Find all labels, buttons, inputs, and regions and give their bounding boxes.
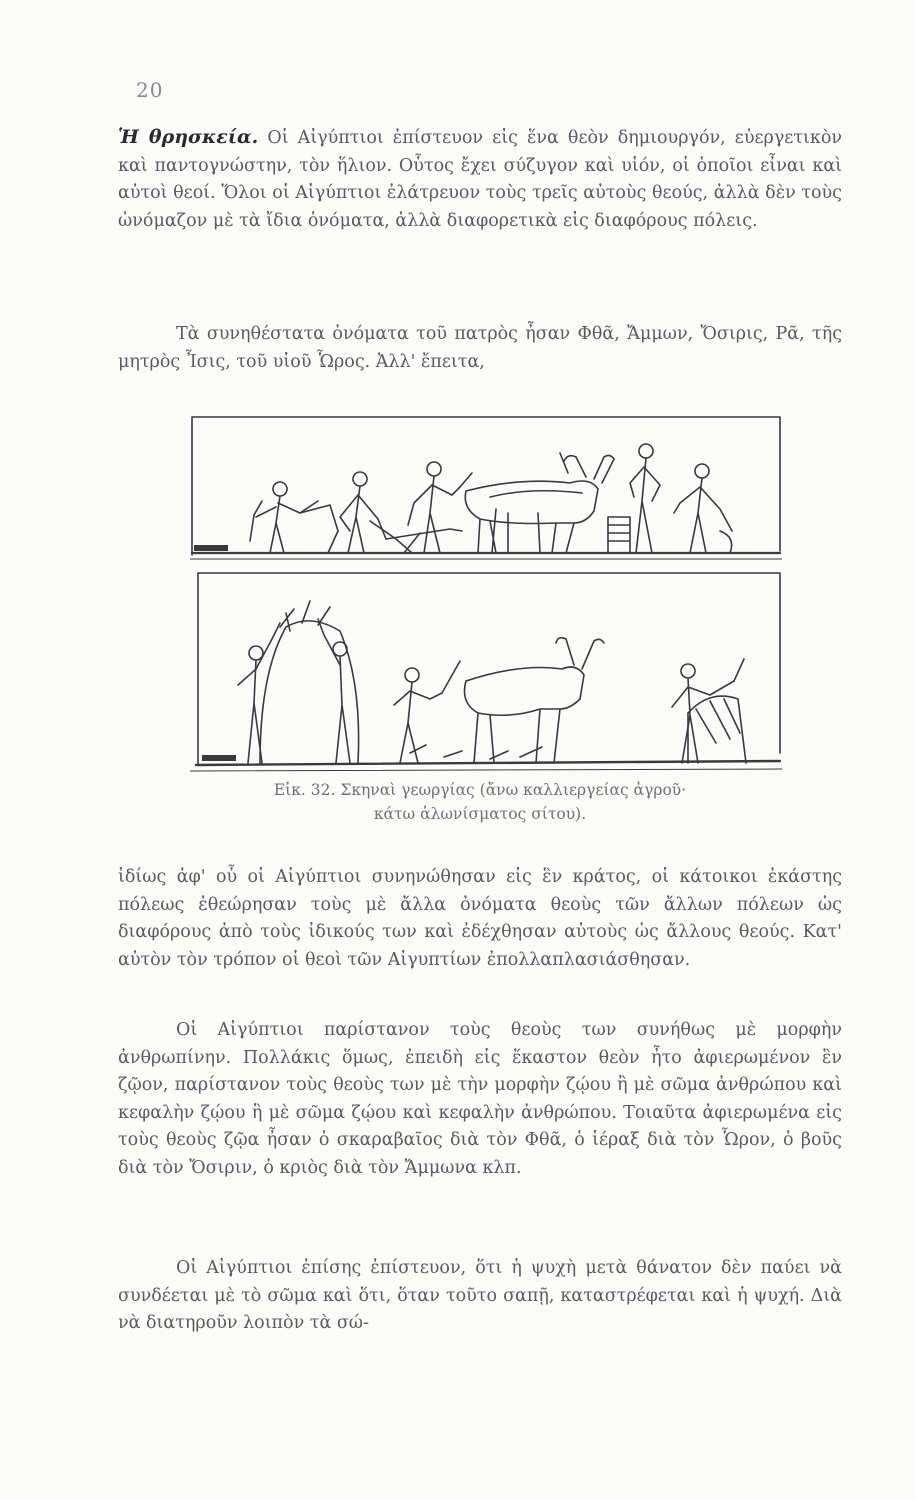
figure-agriculture-scenes [190, 413, 782, 775]
page-number: 20 [136, 78, 164, 102]
paragraph-1-text: Οἱ Αἰγύπτιοι ἐπίστευον εἰς ἕνα θεὸν δημιουργόν, εὐεργετικὸν καὶ παντογνώστην, τὸν ἥλιον. Οὗτος ἔχει σύζυγον καὶ υἱόν, οἱ ὁποῖοι εἶναι καὶ αὐτοὶ θεοί. Ὅλοι οἱ Αἰγύπτιοι ἐλάτρευον τοὺς τρεῖς αὐτοὺς θεούς, ἀλλὰ δὲν τοὺς ὠνόμαζον μὲ τὰ ἴδια ὀνόματα, ἀλλὰ διαφορετικὰ εἰς διαφόρους πόλεις. [118, 128, 843, 231]
paragraph-religion-intro [118, 124, 842, 235]
paragraph-soul-belief: Οἱ Αἰγύπτιοι ἐπίσης ἐπίστευον, ὅτι ἡ ψυχὴ μετὰ θάνατον δὲν παύει νὰ συνδέεται μὲ τὸ σῶμα καὶ ὅτι, ὅταν τοῦτο σαπῇ, καταστρέφεται καὶ ἡ ψυχή. Διὰ νὰ διατηροῦν λοιπὸν τὰ σώ- [118, 1258, 842, 1333]
agriculture-relief-illustration [190, 413, 782, 775]
section-heading: Ἡ θρησκεία. [118, 126, 259, 148]
figure-caption [150, 778, 810, 826]
caption-line-1: Εἰκ. 32. Σκηναὶ γεωργίας (ἄνω καλλιεργείας ἀγροῦ· [273, 781, 687, 799]
paragraph-god-names: Τὰ συνηθέστατα ὀνόματα τοῦ πατρὸς ἦσαν Φθᾶ, Ἄμμων, Ὄσιρις, Ρᾶ, τῆς μητρὸς Ἶσις, τοῦ υἱοῦ Ὧρος. Ἀλλ' ἔπειτα, [118, 324, 842, 372]
paragraph-depiction-of-gods: Οἱ Αἰγύπτιοι παρίστανον τοὺς θεοὺς των συνήθως μὲ μορφὴν ἀνθρωπίνην. Πολλάκις ὅμως, ἐπειδὴ εἰς ἕκαστον θεὸν ἦτο ἀφιερωμένον ἓν ζῷον, παρίστανον τοὺς θεοὺς των μὲ τὴν μορφὴν ζῴου ἢ μὲ σῶμα ἀνθρώπου καὶ κεφαλὴν ζῴου ἢ μὲ σῶμα ζῴου καὶ κεφαλὴν ἀνθρώπου. Τοιαῦτα ἀφιερωμένα εἰς τοὺς θεοὺς ζῷα ἦσαν ὁ σκαραβαῖος διὰ τὸν Φθᾶ, ὁ ἱέραξ διὰ τὸν Ὧρον, ὁ βοῦς διὰ τὸν Ὄσιριν, ὁ κριὸς διὰ τὸν Ἄμμωνα κλπ. [118, 1020, 842, 1178]
paragraph-multiplication-of-gods: ἰδίως ἀφ' οὗ οἱ Αἰγύπτιοι συνηνώθησαν εἰς ἓν κράτος, οἱ κάτοικοι ἑκάστης πόλεως ἐθεώρησαν τοὺς μὲ ἄλλα ὀνόματα θεοὺς τῶν ἄλλων πόλεων ὡς διαφόρους ἀπὸ τοὺς ἰδικούς των καὶ ἐδέχθησαν αὐτοὺς ὡς ἄλλους θεούς. Κατ' αὐτὸν τὸν τρόπον οἱ θεοὶ τῶν Αἰγυπτίων ἐπολλαπλασιάσθησαν. [118, 867, 842, 970]
caption-line-2: κάτω ἀλωνίσματος σίτου). [373, 805, 587, 823]
